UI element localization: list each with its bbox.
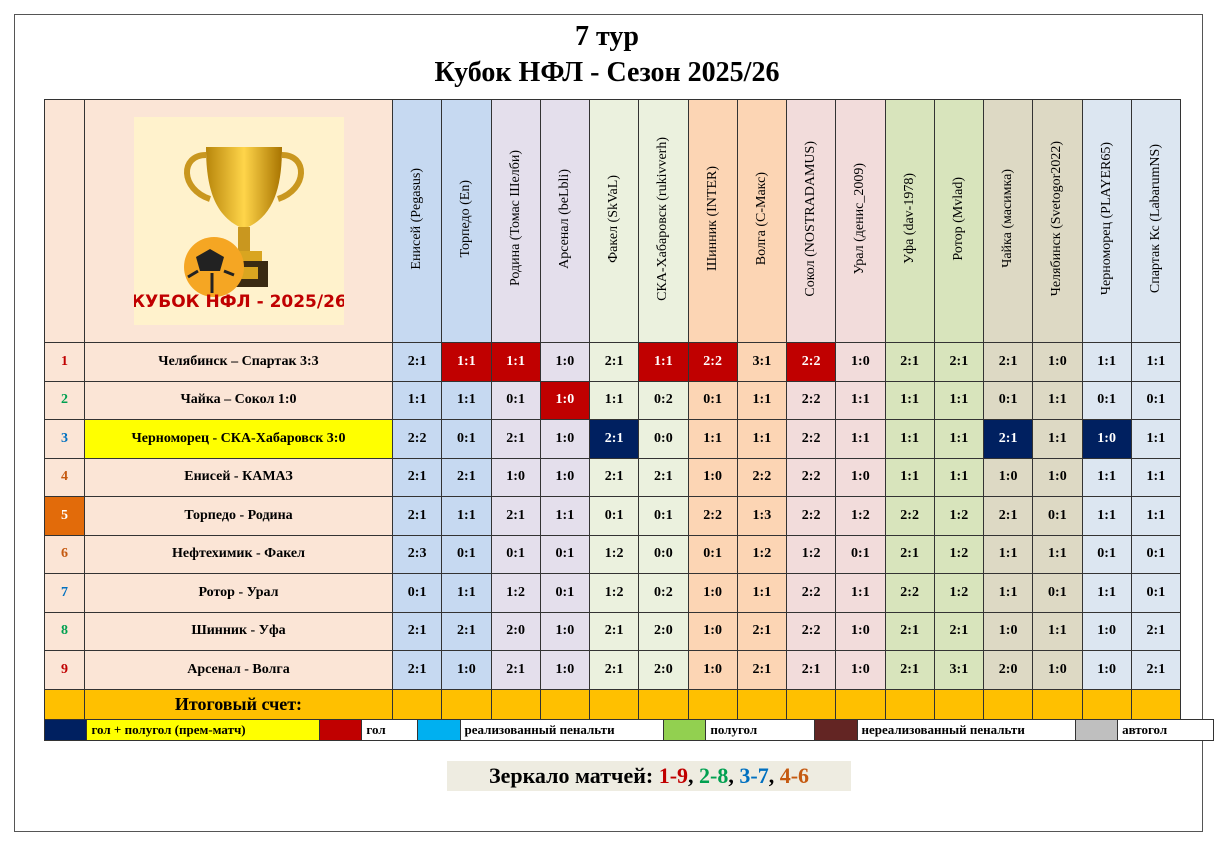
- prediction-cell: 0:1: [1033, 574, 1082, 613]
- player-column-header: [885, 100, 934, 343]
- prediction-cell: 1:0: [1082, 651, 1131, 690]
- prediction-cell: 0:1: [442, 535, 491, 574]
- prediction-cell: 1:0: [836, 458, 885, 497]
- prediction-cell: 1:1: [1033, 535, 1082, 574]
- prediction-cell: 2:1: [393, 343, 442, 382]
- prediction-cell: 0:1: [1131, 574, 1180, 613]
- prediction-cell: 2:1: [885, 612, 934, 651]
- prediction-cell: 2:1: [393, 612, 442, 651]
- color-legend: [44, 719, 1214, 741]
- match-row: [45, 574, 1181, 613]
- prediction-cell: 2:1: [885, 343, 934, 382]
- prediction-cell: 1:0: [688, 458, 737, 497]
- legend-label: реализованный пенальти: [460, 720, 663, 741]
- match-number: 5: [45, 497, 85, 536]
- mirror-pair-2: 2-8: [699, 763, 729, 788]
- prediction-cell: 2:1: [984, 497, 1033, 536]
- legend-label: гол + полугол (прем-матч): [87, 720, 319, 741]
- prediction-cell: 2:2: [787, 343, 836, 382]
- player-column-header: [540, 100, 589, 343]
- prediction-cell: 1:1: [737, 381, 786, 420]
- prediction-cell: 0:1: [540, 574, 589, 613]
- cup-title: Кубок НФЛ - Сезон 2025/26: [434, 57, 780, 88]
- player-name: Ротор (Mvlad): [950, 176, 966, 261]
- prediction-cell: 1:1: [393, 381, 442, 420]
- total-cell: [590, 689, 639, 720]
- prediction-cell: 1:1: [885, 381, 934, 420]
- match-label: Шинник - Уфа: [85, 612, 393, 651]
- prediction-cell: 1:2: [787, 535, 836, 574]
- prediction-cell: 1:1: [885, 420, 934, 459]
- player-name: Волга (С-Макс): [753, 171, 769, 266]
- player-name: Факел (SkVaL): [606, 174, 622, 263]
- player-name: Чайка (масимка): [1000, 169, 1016, 268]
- prediction-cell: 2:2: [787, 458, 836, 497]
- prediction-cell: 1:1: [934, 381, 983, 420]
- player-name: Уфа (dav-1978): [901, 173, 917, 264]
- prediction-cell: 2:1: [393, 497, 442, 536]
- match-row: [45, 458, 1181, 497]
- prediction-cell: 0:1: [540, 535, 589, 574]
- total-cell: [1033, 689, 1082, 720]
- player-column-header: [984, 100, 1033, 343]
- prediction-cell: 2:3: [393, 535, 442, 574]
- player-name: Родина (Томас Шелби): [507, 150, 523, 287]
- legend-label: полугол: [706, 720, 815, 741]
- prediction-cell: 1:2: [934, 497, 983, 536]
- total-label: Итоговый счет:: [85, 689, 393, 720]
- total-cell: [1131, 689, 1180, 720]
- prediction-cell: 1:1: [934, 458, 983, 497]
- prediction-cell: 1:1: [1131, 420, 1180, 459]
- prediction-cell: 0:0: [639, 535, 688, 574]
- prediction-cell: 0:1: [639, 497, 688, 536]
- player-column-header: [393, 100, 442, 343]
- prediction-cell: 1:2: [934, 535, 983, 574]
- match-label: Чайка – Сокол 1:0: [85, 381, 393, 420]
- prediction-cell: 1:0: [688, 574, 737, 613]
- prediction-cell: 0:1: [1082, 535, 1131, 574]
- player-name: Спартак Кс (LabarumNS): [1147, 143, 1163, 294]
- prediction-cell: 2:0: [984, 651, 1033, 690]
- prediction-cell: 1:1: [491, 343, 540, 382]
- prediction-cell: 1:1: [1033, 420, 1082, 459]
- match-label: Челябинск – Спартак 3:3: [85, 343, 393, 382]
- match-row: [45, 497, 1181, 536]
- prediction-cell: 1:1: [639, 343, 688, 382]
- prediction-cell: 0:1: [491, 381, 540, 420]
- player-column-header: [737, 100, 786, 343]
- player-column-header: [491, 100, 540, 343]
- match-label: Енисей - КАМАЗ: [85, 458, 393, 497]
- player-column-header: [934, 100, 983, 343]
- prediction-cell: 1:1: [442, 381, 491, 420]
- prediction-cell: 2:2: [787, 612, 836, 651]
- prediction-cell: 2:1: [737, 612, 786, 651]
- match-row: [45, 381, 1181, 420]
- prediction-cell: 1:1: [1033, 612, 1082, 651]
- prediction-cell: 0:1: [1033, 497, 1082, 536]
- prediction-cell: 2:2: [787, 497, 836, 536]
- mirror-sep: ,: [728, 763, 740, 788]
- prediction-cell: 1:1: [836, 381, 885, 420]
- prediction-cell: 2:1: [639, 458, 688, 497]
- prediction-cell: 1:2: [934, 574, 983, 613]
- prediction-cell: 2:1: [885, 651, 934, 690]
- prediction-cell: 1:1: [737, 420, 786, 459]
- prediction-cell: 2:2: [688, 343, 737, 382]
- total-row: [45, 689, 1181, 720]
- prediction-cell: 0:1: [836, 535, 885, 574]
- round-title: 7 тур: [575, 21, 639, 52]
- match-label: Торпедо - Родина: [85, 497, 393, 536]
- match-label: Арсенал - Волга: [85, 651, 393, 690]
- prediction-cell: 2:1: [934, 343, 983, 382]
- total-cell: [934, 689, 983, 720]
- mirror-label: Зеркало матчей:: [488, 763, 659, 788]
- match-label: Ротор - Урал: [85, 574, 393, 613]
- prediction-cell: 2:1: [590, 420, 639, 459]
- predictions-grid: [44, 99, 1181, 721]
- prediction-cell: 1:1: [1082, 343, 1131, 382]
- prediction-cell: 1:0: [540, 381, 589, 420]
- prediction-cell: 2:0: [639, 651, 688, 690]
- prediction-cell: 1:0: [1082, 612, 1131, 651]
- prediction-cell: 1:0: [540, 343, 589, 382]
- player-column-header: [639, 100, 688, 343]
- legend-swatch: [319, 720, 361, 741]
- prediction-cell: 2:1: [442, 612, 491, 651]
- legend-swatch: [418, 720, 460, 741]
- match-row: [45, 420, 1181, 459]
- total-cell: [540, 689, 589, 720]
- prediction-cell: 1:1: [737, 574, 786, 613]
- prediction-cell: 2:1: [393, 651, 442, 690]
- prediction-cell: 2:1: [442, 458, 491, 497]
- prediction-cell: 1:2: [491, 574, 540, 613]
- player-name: Шинник (INTER): [704, 166, 720, 271]
- prediction-cell: 1:1: [1131, 497, 1180, 536]
- prediction-cell: 1:2: [836, 497, 885, 536]
- logo-cell: [85, 100, 393, 343]
- predictions-table: [44, 99, 1181, 721]
- prediction-cell: 2:1: [590, 343, 639, 382]
- mirror-matches: [447, 761, 851, 791]
- prediction-cell: 1:1: [934, 420, 983, 459]
- prediction-cell: 1:0: [1033, 458, 1082, 497]
- prediction-cell: 1:1: [688, 420, 737, 459]
- prediction-cell: 2:2: [787, 420, 836, 459]
- prediction-cell: 3:1: [934, 651, 983, 690]
- legend-swatch: [1075, 720, 1117, 741]
- player-column-header: [1131, 100, 1180, 343]
- legend-label: гол: [362, 720, 418, 741]
- prediction-cell: 1:3: [737, 497, 786, 536]
- prediction-cell: 2:1: [590, 612, 639, 651]
- total-cell: [639, 689, 688, 720]
- prediction-cell: 0:1: [393, 574, 442, 613]
- prediction-cell: 1:0: [540, 651, 589, 690]
- prediction-cell: 1:0: [836, 612, 885, 651]
- player-name: Енисей (Pegasus): [409, 167, 425, 270]
- prediction-cell: 0:1: [1131, 381, 1180, 420]
- prediction-cell: 2:2: [787, 574, 836, 613]
- prediction-cell: 2:2: [393, 420, 442, 459]
- legend-swatch: [663, 720, 705, 741]
- prediction-cell: 1:1: [442, 574, 491, 613]
- legend-swatch: [45, 720, 87, 741]
- prediction-cell: 2:1: [590, 458, 639, 497]
- prediction-cell: 1:1: [1131, 458, 1180, 497]
- prediction-cell: 1:1: [984, 535, 1033, 574]
- prediction-cell: 1:0: [688, 612, 737, 651]
- mirror-sep: ,: [688, 763, 700, 788]
- prediction-cell: 1:1: [885, 458, 934, 497]
- prediction-cell: 2:1: [491, 651, 540, 690]
- prediction-cell: 2:1: [1131, 651, 1180, 690]
- legend-label: автогол: [1118, 720, 1214, 741]
- match-number: 4: [45, 458, 85, 497]
- prediction-cell: 1:1: [1033, 381, 1082, 420]
- prediction-cell: 1:1: [1131, 343, 1180, 382]
- prediction-cell: 0:0: [639, 420, 688, 459]
- player-column-header: [688, 100, 737, 343]
- total-cell: [393, 689, 442, 720]
- player-name: СКА-Хабаровск (rukivverh): [655, 136, 671, 301]
- mirror-sep: ,: [768, 763, 780, 788]
- prediction-cell: 0:1: [442, 420, 491, 459]
- prediction-cell: 1:0: [1033, 343, 1082, 382]
- prediction-cell: 2:0: [491, 612, 540, 651]
- prediction-cell: 1:1: [836, 420, 885, 459]
- match-row: [45, 651, 1181, 690]
- prediction-cell: 0:1: [688, 535, 737, 574]
- prediction-cell: 1:2: [590, 535, 639, 574]
- player-column-header: [1082, 100, 1131, 343]
- match-row: [45, 343, 1181, 382]
- prediction-cell: 1:0: [1082, 420, 1131, 459]
- match-number: 7: [45, 574, 85, 613]
- player-name: Торпедо (En): [458, 179, 474, 258]
- prediction-cell: 2:1: [491, 420, 540, 459]
- mirror-pair-3: 3-7: [739, 763, 769, 788]
- player-column-header: [442, 100, 491, 343]
- header-corner: [45, 100, 85, 343]
- total-cell: [984, 689, 1033, 720]
- prediction-cell: 2:1: [885, 535, 934, 574]
- prediction-cell: 1:1: [984, 574, 1033, 613]
- prediction-cell: 0:1: [1131, 535, 1180, 574]
- prediction-cell: 2:1: [934, 612, 983, 651]
- cup-logo: [134, 117, 344, 325]
- prediction-cell: 0:1: [984, 381, 1033, 420]
- prediction-cell: 1:0: [442, 651, 491, 690]
- legend-swatch: [815, 720, 857, 741]
- total-cell: [836, 689, 885, 720]
- prediction-cell: 0:2: [639, 381, 688, 420]
- prediction-cell: 1:1: [1082, 574, 1131, 613]
- match-number: 9: [45, 651, 85, 690]
- match-number: 1: [45, 343, 85, 382]
- prediction-cell: 2:2: [787, 381, 836, 420]
- player-column-header: [836, 100, 885, 343]
- prediction-cell: 2:2: [885, 497, 934, 536]
- player-name: Черноморец (PLAYER65): [1098, 141, 1114, 296]
- prediction-cell: 1:1: [442, 343, 491, 382]
- match-row: [45, 612, 1181, 651]
- prediction-cell: 1:1: [1082, 458, 1131, 497]
- prediction-cell: 2:1: [984, 343, 1033, 382]
- prediction-cell: 1:1: [590, 381, 639, 420]
- prediction-cell: 0:2: [639, 574, 688, 613]
- prediction-cell: 1:0: [491, 458, 540, 497]
- total-cell: [737, 689, 786, 720]
- legend-label: нереализованный пенальти: [857, 720, 1075, 741]
- prediction-cell: 1:0: [836, 651, 885, 690]
- prediction-cell: 1:1: [540, 497, 589, 536]
- prediction-cell: 1:0: [540, 612, 589, 651]
- prediction-cell: 1:0: [836, 343, 885, 382]
- player-column-header: [1033, 100, 1082, 343]
- mirror-pair-1: 1-9: [658, 763, 689, 788]
- prediction-cell: 2:0: [639, 612, 688, 651]
- prediction-cell: 2:1: [787, 651, 836, 690]
- player-name: Урал (денис_2009): [852, 162, 868, 275]
- prediction-cell: 1:2: [590, 574, 639, 613]
- prediction-cell: 2:1: [984, 420, 1033, 459]
- match-label: Черноморец - СКА-Хабаровск 3:0: [85, 420, 393, 459]
- prediction-cell: 2:1: [491, 497, 540, 536]
- total-cell: [442, 689, 491, 720]
- player-name: Арсенал (beLbli): [556, 168, 572, 269]
- match-number: 3: [45, 420, 85, 459]
- match-number: 2: [45, 381, 85, 420]
- prediction-cell: 1:1: [836, 574, 885, 613]
- prediction-cell: 1:0: [984, 612, 1033, 651]
- player-name: Челябинск (Svetogor2022): [1049, 140, 1065, 297]
- prediction-cell: 0:1: [491, 535, 540, 574]
- prediction-cell: 0:1: [590, 497, 639, 536]
- match-row: [45, 535, 1181, 574]
- prediction-cell: 1:1: [442, 497, 491, 536]
- match-number: 8: [45, 612, 85, 651]
- match-number: 6: [45, 535, 85, 574]
- prediction-cell: 1:0: [688, 651, 737, 690]
- total-cell: [688, 689, 737, 720]
- player-name: Сокол (NOSTRADAMUS): [803, 140, 819, 297]
- prediction-cell: 2:2: [688, 497, 737, 536]
- player-column-header: [787, 100, 836, 343]
- total-cell: [787, 689, 836, 720]
- mirror-pair-4: 4-6: [779, 763, 810, 788]
- total-cell: [491, 689, 540, 720]
- prediction-cell: 0:1: [688, 381, 737, 420]
- total-cell: [885, 689, 934, 720]
- prediction-cell: 1:1: [1082, 497, 1131, 536]
- prediction-cell: 3:1: [737, 343, 786, 382]
- prediction-cell: 2:1: [393, 458, 442, 497]
- total-corner: [45, 689, 85, 720]
- prediction-cell: 1:0: [984, 458, 1033, 497]
- match-label: Нефтехимик - Факел: [85, 535, 393, 574]
- prediction-cell: 0:1: [1082, 381, 1131, 420]
- prediction-cell: 2:1: [590, 651, 639, 690]
- prediction-cell: 1:0: [540, 420, 589, 459]
- total-cell: [1082, 689, 1131, 720]
- prediction-cell: 2:2: [885, 574, 934, 613]
- prediction-cell: 1:2: [737, 535, 786, 574]
- logo-text: КУБОК НФЛ - 2025/26: [133, 292, 344, 312]
- trophy-icon: [134, 117, 344, 325]
- prediction-cell: 1:0: [540, 458, 589, 497]
- player-column-header: [590, 100, 639, 343]
- prediction-cell: 1:0: [1033, 651, 1082, 690]
- prediction-cell: 2:1: [1131, 612, 1180, 651]
- prediction-cell: 2:2: [737, 458, 786, 497]
- prediction-cell: 2:1: [737, 651, 786, 690]
